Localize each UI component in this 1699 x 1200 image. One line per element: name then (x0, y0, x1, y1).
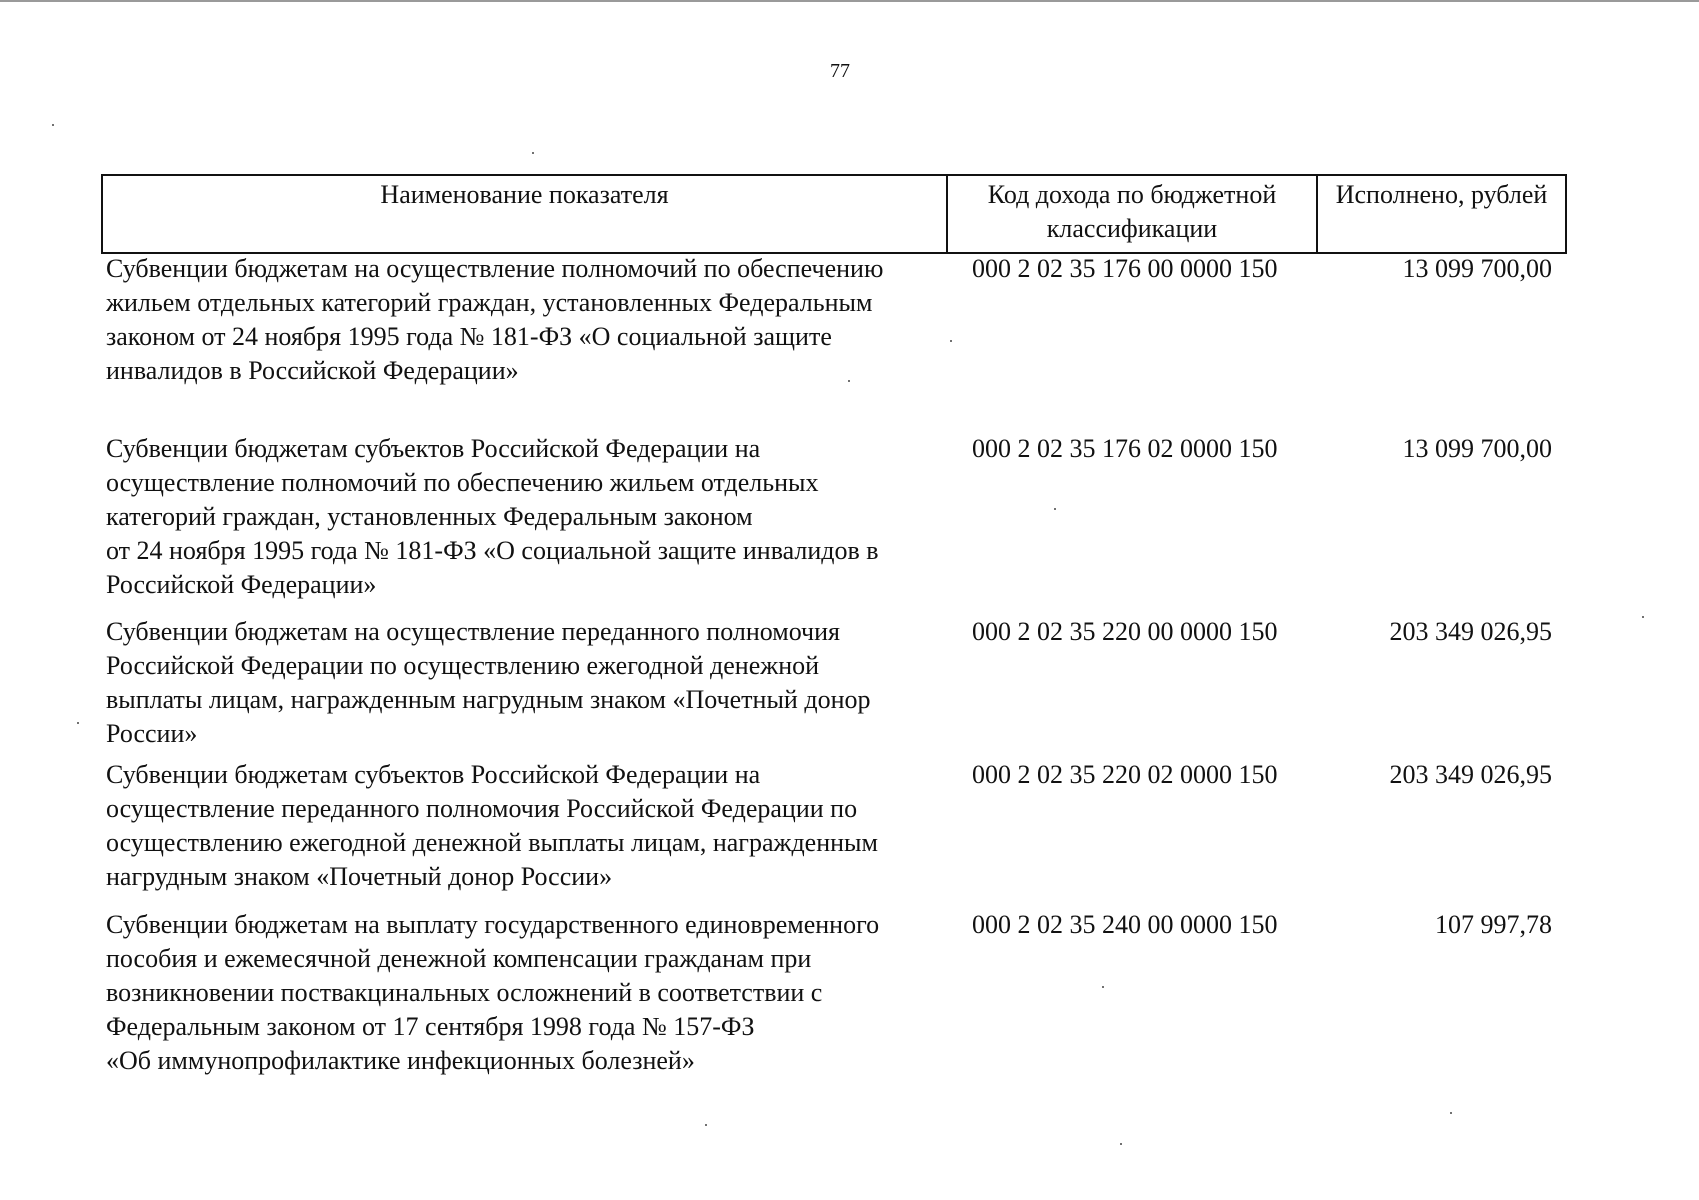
table-header (101, 174, 1567, 254)
row-amount: 13 099 700,00 (1402, 254, 1552, 283)
row-code: 000 2 02 35 176 00 0000 150 (972, 254, 1278, 283)
row-name: Субвенции бюджетам на выплату государственного единовременного пособия и ежемесячной денежной компенсации гражданам при возникновении поствакцинальных осложнений в соответствии с Федеральным законом от 17 сентября 1998 года № 157-ФЗ «Об иммунопрофилактике инфекционных болезней» (106, 910, 880, 1075)
scan-speck (705, 1124, 707, 1126)
scan-speck (77, 722, 79, 724)
scan-speck (1120, 1143, 1122, 1145)
row-name: Субвенции бюджетам субъектов Российской Федерации на осуществление переданного полномочия Российской Федерации по осуществлению ежегодной денежной выплаты лицам, награжденным нагрудным знаком «Почетный донор России» (106, 760, 878, 891)
scan-speck (1054, 508, 1056, 510)
scan-speck (950, 340, 952, 342)
row-name: Субвенции бюджетам на осуществление переданного полномочия Российской Федерации по осуществлению ежегодной денежной выплаты лицам, награжденным нагрудным знаком «Почетный донор России» (106, 617, 871, 748)
row-amount: 107 997,78 (1435, 910, 1552, 939)
row-amount: 203 349 026,95 (1389, 617, 1552, 646)
scan-speck (848, 380, 850, 382)
scan-speck (532, 152, 534, 154)
row-amount: 203 349 026,95 (1389, 760, 1552, 789)
header-code-column: Код дохода по бюджетной классификации (948, 176, 1318, 252)
scan-speck (1102, 986, 1104, 988)
row-name: Субвенции бюджетам субъектов Российской Федерации на осуществление полномочий по обеспечению жильем отдельных категорий граждан, установленных Федеральным законом от 24 ноября 1995 года № 181-ФЗ «О социальной защите инвалидов в Российской Федерации» (106, 434, 879, 599)
row-code: 000 2 02 35 176 02 0000 150 (972, 434, 1278, 463)
header-amount-column: Исполнено, рублей (1335, 180, 1548, 209)
row-name: Субвенции бюджетам на осуществление полномочий по обеспечению жильем отдельных категорий граждан, установленных Федеральным законом от 24 ноября 1995 года № 181-ФЗ «О социальной защите инвалидов в Российской Федерации» (106, 254, 884, 385)
row-code: 000 2 02 35 220 00 0000 150 (972, 617, 1278, 646)
page-number: 77 (830, 60, 850, 82)
top-border-line (0, 0, 1699, 2)
scan-speck (1450, 1112, 1452, 1114)
scan-speck (1642, 616, 1644, 618)
scan-speck (52, 124, 54, 126)
row-amount: 13 099 700,00 (1402, 434, 1552, 463)
row-code: 000 2 02 35 240 00 0000 150 (972, 910, 1278, 939)
header-name-column: Наименование показателя (103, 176, 948, 252)
row-code: 000 2 02 35 220 02 0000 150 (972, 760, 1278, 789)
